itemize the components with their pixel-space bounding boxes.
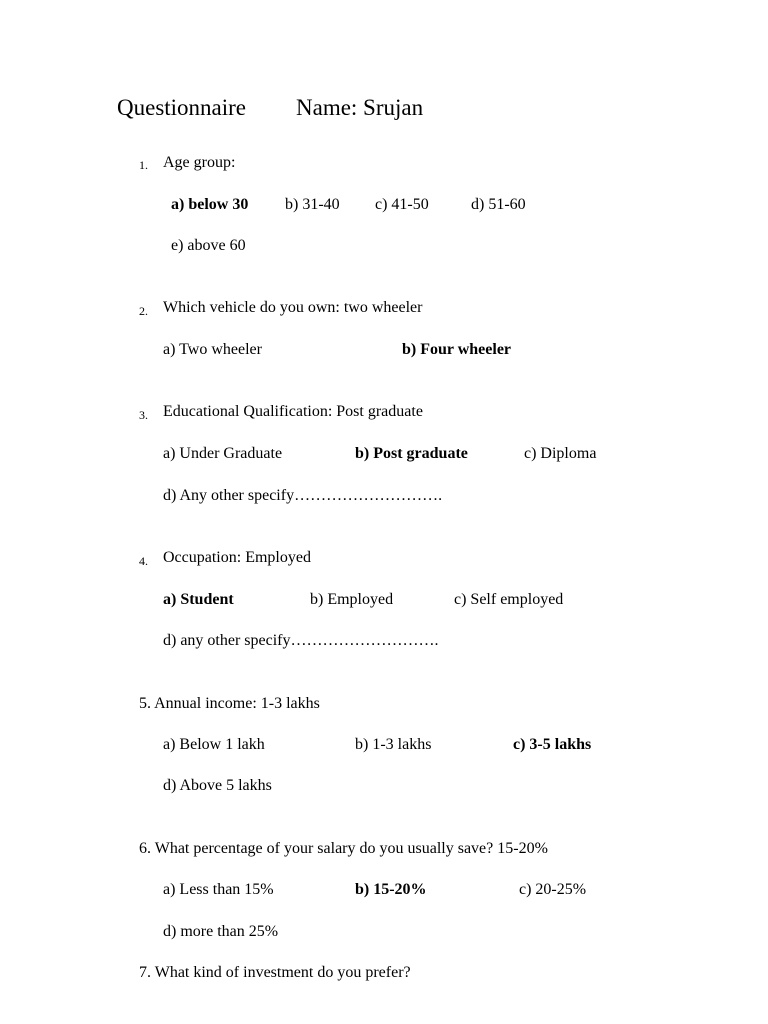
question-text: Occupation: Employed <box>163 549 311 566</box>
option: b) Employed <box>310 591 394 608</box>
option: a) Less than 15% <box>163 881 274 898</box>
option: c) Self employed <box>454 591 564 608</box>
question-number: 2. <box>139 304 148 318</box>
option: d) 51-60 <box>471 196 526 213</box>
option: c) Diploma <box>524 445 597 462</box>
option: b) 1-3 lakhs <box>355 736 432 753</box>
option-selected: b) Four wheeler <box>402 341 512 358</box>
respondent-name: Name: Srujan <box>296 95 424 120</box>
option: d) any other specify………………………. <box>163 632 439 649</box>
question-text: 5. Annual income: 1-3 lakhs <box>139 695 320 712</box>
option: a) Under Graduate <box>163 445 283 462</box>
question-number: 1. <box>139 158 148 172</box>
option-selected: b) Post graduate <box>355 445 468 462</box>
question-text: Educational Qualification: Post graduate <box>163 403 423 420</box>
question-number: 3. <box>139 408 148 422</box>
option: d) Any other specify………………………. <box>163 487 443 504</box>
option: a) Below 1 lakh <box>163 736 265 753</box>
option: e) above 60 <box>171 237 246 254</box>
option-selected: b) 15-20% <box>355 881 427 898</box>
page-title: Questionnaire <box>117 95 247 120</box>
question-text: 7. What kind of investment do you prefer? <box>139 964 411 981</box>
option: c) 20-25% <box>519 881 587 898</box>
option: b) 31-40 <box>285 196 340 213</box>
option-selected: a) below 30 <box>171 196 249 213</box>
question-text: Which vehicle do you own: two wheeler <box>163 299 423 316</box>
option: d) Above 5 lakhs <box>163 777 272 794</box>
option: d) more than 25% <box>163 923 279 940</box>
option-selected: c) 3-5 lakhs <box>513 736 592 753</box>
option: c) 41-50 <box>375 196 429 213</box>
option-selected: a) Student <box>163 591 234 608</box>
question-text: 6. What percentage of your salary do you usually save? 15-20% <box>139 840 548 857</box>
question-text: Age group: <box>163 154 236 171</box>
question-number: 4. <box>139 554 148 568</box>
option: a) Two wheeler <box>163 341 262 358</box>
